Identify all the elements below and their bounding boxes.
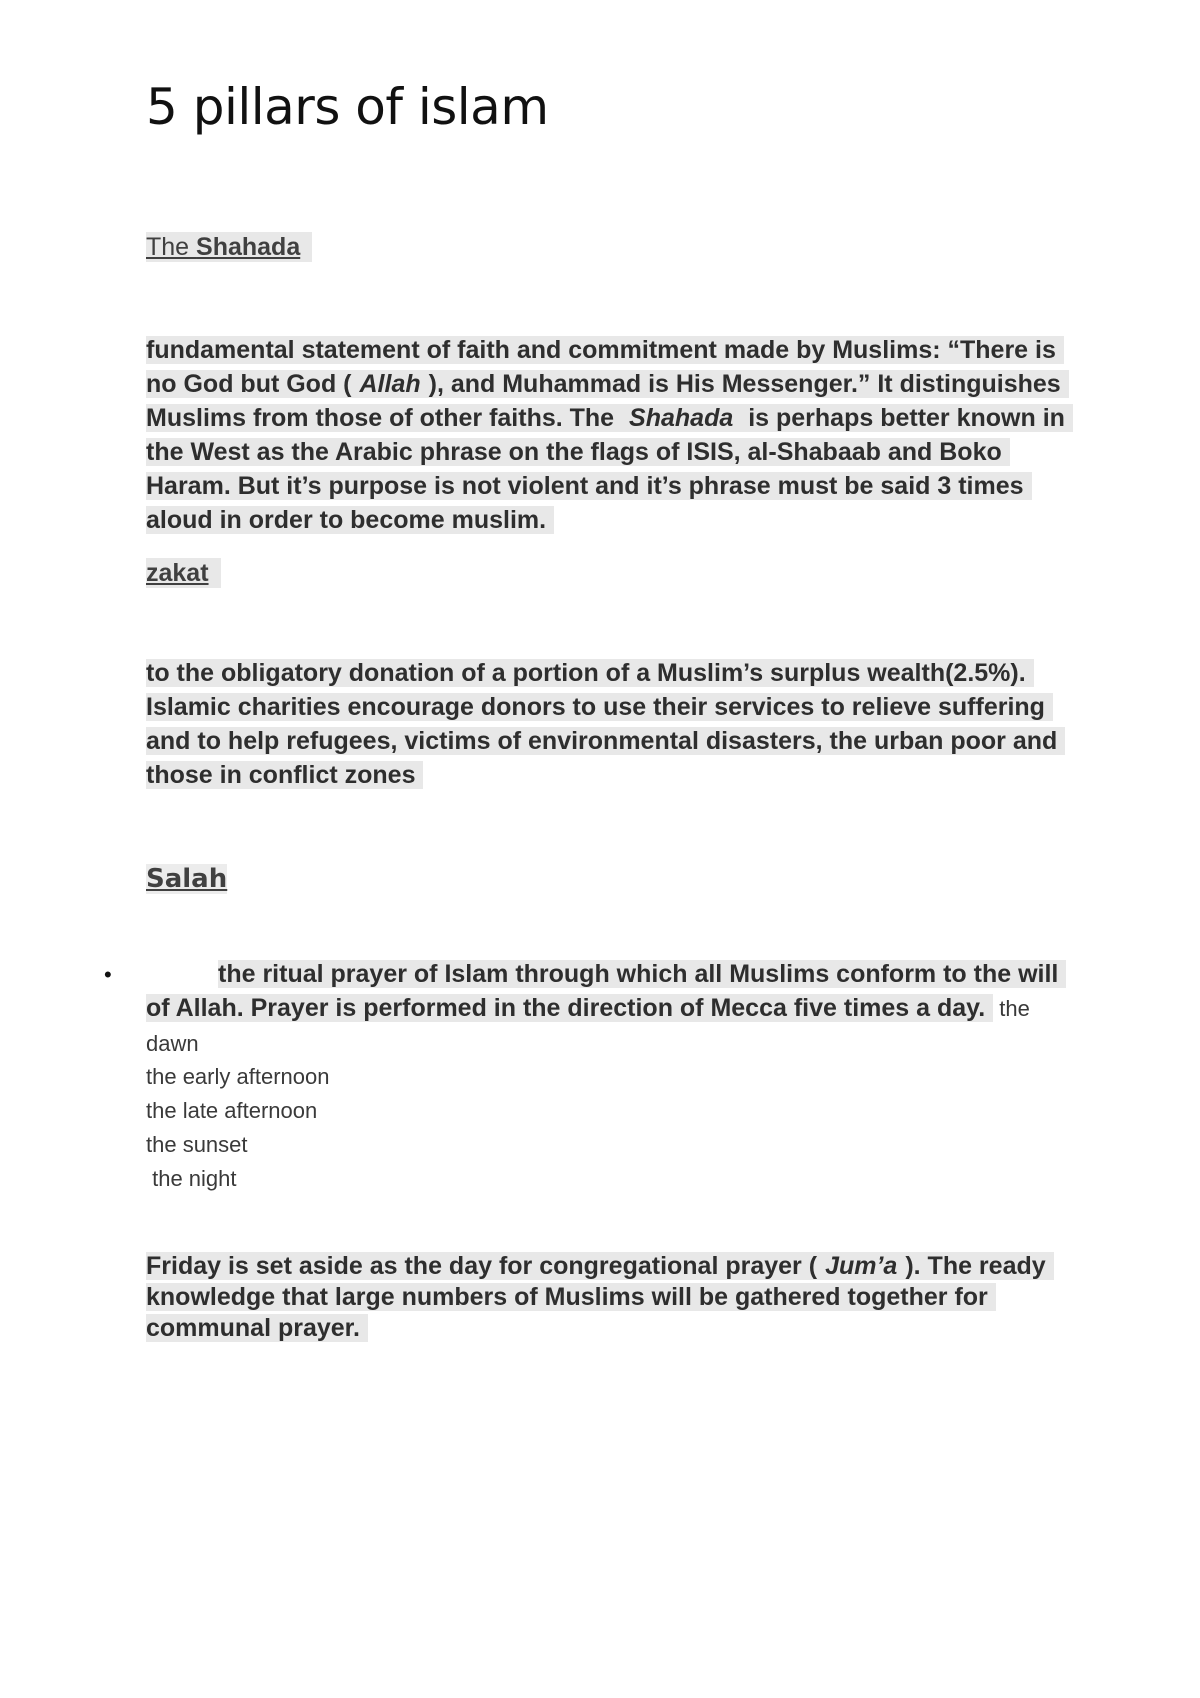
bullet-marker: • [104, 962, 112, 987]
heading-salah: Salah [146, 864, 228, 894]
shahada-text-1: fundamental statement of faith and commitment made by Muslims: “There is no God but God ( [146, 336, 1064, 398]
prayer-time-item: the sunset [146, 1132, 248, 1157]
salah-text: the ritual prayer of Islam through which all Muslims conform to the will of Allah. Prayer is performed in the direction of Mecca five times a day. [146, 960, 1066, 1022]
heading-shahada [146, 232, 312, 262]
shahada-text-allah: Allah [360, 370, 429, 398]
prayer-time-dawn: the dawn [146, 996, 1030, 1056]
heading-shahada-word: Shahada [196, 233, 301, 261]
paragraph-zakat [146, 656, 1066, 792]
paragraph-shahada [146, 333, 1066, 537]
heading-zakat: zakat [146, 558, 221, 588]
friday-text-2: ). The ready knowledge that large numbers of Muslims will be gathered together for communal prayer. [146, 1252, 1054, 1342]
shahada-text-3: is perhaps better known in the West as the Arabic phrase on the flags of ISIS, al-Shabaab and Boko Haram. But it’s purpose is not violent and it’s phrase must be said 3 times aloud in order to become muslim. [146, 404, 1073, 534]
prayer-times-list [146, 1060, 329, 1196]
page-title: 5 pillars of islam [146, 78, 549, 136]
prayer-time-item: the late afternoon [146, 1098, 318, 1123]
zakat-text: to the obligatory donation of a portion of a Muslim’s surplus wealth(2.5%). Islamic charities encourage donors to use their services to relieve suffering and to help refugees, victims of environmental disasters, the urban poor and those in conflict zones [146, 659, 1065, 789]
paragraph-friday [146, 1251, 1066, 1344]
prayer-time-item: the early afternoon [146, 1064, 330, 1089]
shahada-text-2: ), and Muhammad is His Messenger.” It distinguishes Muslims from those of other faiths. The [146, 370, 1069, 432]
prayer-time-item: the night [146, 1166, 237, 1191]
friday-text-1: Friday is set aside as the day for congregational prayer ( [146, 1252, 825, 1280]
shahada-text-italic: Shahada [629, 404, 741, 432]
heading-shahada-prefix: The [146, 233, 197, 261]
friday-text-juma: Jum’a [825, 1252, 905, 1280]
paragraph-salah [146, 957, 1066, 1061]
